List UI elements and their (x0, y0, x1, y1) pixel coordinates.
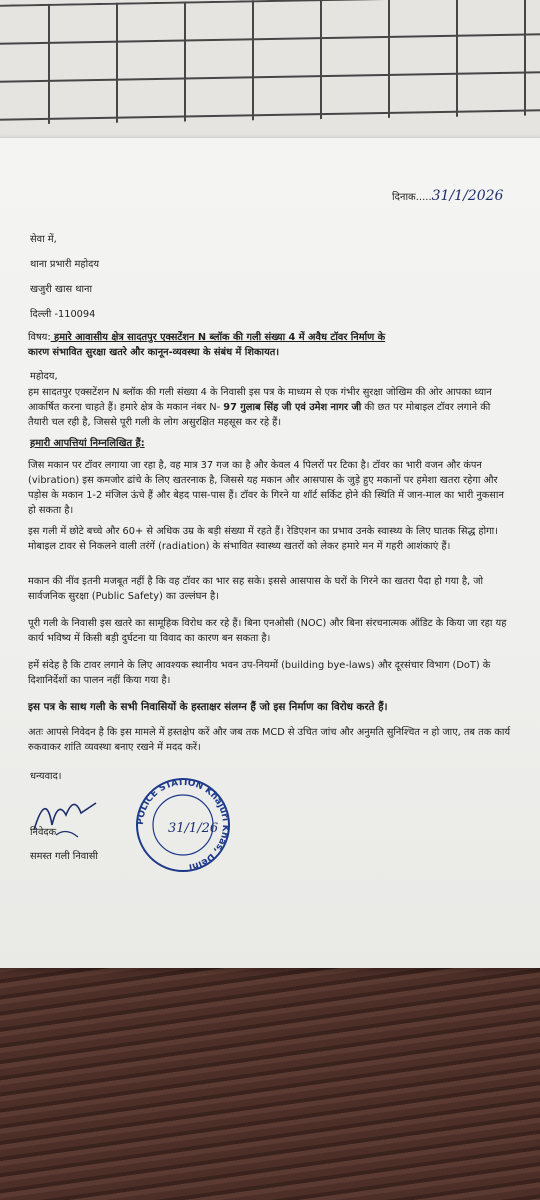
objection-4: पूरी गली के निवासी इस खतरे का सामूहिक विरोध कर रहे हैं। बिना एनओसी (NOC) और बिना संरचनात्मक ऑडिट के किया जा रहा यह कार्य भविष्य में किसी बड़ी दुर्घटना या विवाद का कारण बन सकता है। (28, 618, 507, 644)
request-paragraph: अतः आपसे निवेदन है कि इस मामले में हस्तक्षेप करें और जब तक MCD से उचित जांच और अनुमति सुनिश्चित न हो जाए, तब तक कार्य रुकवाकर शांति व्यवस्था बनाए रखने में मदद करें। (28, 727, 511, 753)
intro-text-2: की छत पर मोबाइल टॉवर लगाने की तैयारी चल रही है, जिससे पूरी गली के लोग असुरक्षित महसूस कर रहे हैं। (28, 402, 491, 428)
address-line1: थाना प्रभारी महोदय (30, 259, 100, 270)
date-label: दिनाक (392, 192, 416, 203)
subject-text-2: कारण संभावित सुरक्षा खतरे और कानून-व्यवस्था के संबंध में शिकायत। (28, 347, 280, 358)
address-line3: दिल्ली -110094 (30, 309, 96, 320)
intro-paragraph (28, 385, 513, 430)
intro-bold: 97 गुलाब सिंह जी एवं उमेश नागर जी (223, 402, 362, 413)
stamp-date: 31/1/26 (168, 821, 219, 836)
greeting: महोदय, (30, 371, 58, 382)
objection-2: इस गली में छोटे बच्चे और 60+ से अधिक उम्र के बड़ी संख्या में रहते हैं। रेडिएशन का प्रभाव उनके स्वास्थ्य के लिए घातक सिद्ध होगा। मोबाइल टावर से निकलने वाली तरंगें (radiation) के संभावित स्वास्थ्य खतरों को लेकर हमारे मन में गहरी आशंकाएं हैं। (28, 526, 498, 552)
address-salutation: सेवा में, (30, 234, 57, 245)
objection-5: हमें संदेह है कि टावर लगाने के लिए आवश्यक स्थानीय भवन उप-नियमों (building bye-laws) और दूरसंचार विभाग (DoT) के दिशानिर्देशों का पालन नहीं किया गया है। (28, 660, 491, 686)
objection-1: जिस मकान पर टॉवर लगाया जा रहा है, वह मात्र 37 गज का है और केवल 4 पिलरों पर टिका है। टॉवर का भारी वजन और कंपन (vibration) इस कमजोर ढांचे के लिए खतरनाक है, जिससे यह मकान और आसपास के जुड़े हुए मकानों पर हमेशा खतरा रहेगा और पड़ोस के मकान 1-2 मंजिल ऊंचे हैं और बेहद पास-पास हैं। टॉवर के गिरने या शॉर्ट सर्किट होने की स्थिति में जान-माल का भारी नुकसान हो सकता है। (28, 460, 504, 516)
wooden-surface (0, 940, 540, 1200)
thanks: धन्यवाद। (30, 771, 62, 782)
table-surface (0, 0, 540, 140)
intro-text-1: हम सादतपुर एक्सटेंशन N ब्लॉक की गली संख्या 4 के निवासी इस पत्र के माध्यम से एक गंभीर सुरक्षा जोखिम की ओर आपका ध्यान आकर्षित करना चाहते हैं। हमारे क्षेत्र के मकान नंबर N- (28, 387, 492, 413)
signatures-statement: इस पत्र के साथ गली के सभी निवासियों के हस्ताक्षर संलग्न हैं जो इस निर्माण का विरोध करते हैं। (28, 701, 388, 713)
objections-heading: हमारी आपत्तियां निम्नलिखित हैं: (30, 438, 145, 449)
subject-text-1: हमारे आवासीय क्षेत्र सादतपुर एक्सटेंशन N ब्लॉक की गली संख्या 4 में अवैध टॉवर निर्माण के (50, 332, 386, 343)
objection-3: मकान की नींव इतनी मजबूत नहीं है कि वह टॉवर का भार सह सके। इससे आसपास के घरों के गिरने का खतरा पैदा हो गया है, जो सार्वजनिक सुरक्षा (Public Safety) का उल्लंघन है। (28, 576, 484, 602)
letter-date: दिनाक.....31/1/2026 (392, 188, 504, 204)
subject-line (28, 330, 513, 360)
subject-prefix: विषय: (28, 332, 51, 343)
closing-label: निवेदक (30, 827, 57, 838)
closing-signatory: समस्त गली निवासी (30, 851, 98, 862)
address-line2: खजुरी खास थाना (30, 284, 93, 295)
stamp-text: POLICE STATION Khajuri Khas, Delhi (135, 777, 231, 872)
police-station-stamp (128, 770, 238, 880)
date-handwritten: 31/1/2026 (431, 188, 504, 204)
